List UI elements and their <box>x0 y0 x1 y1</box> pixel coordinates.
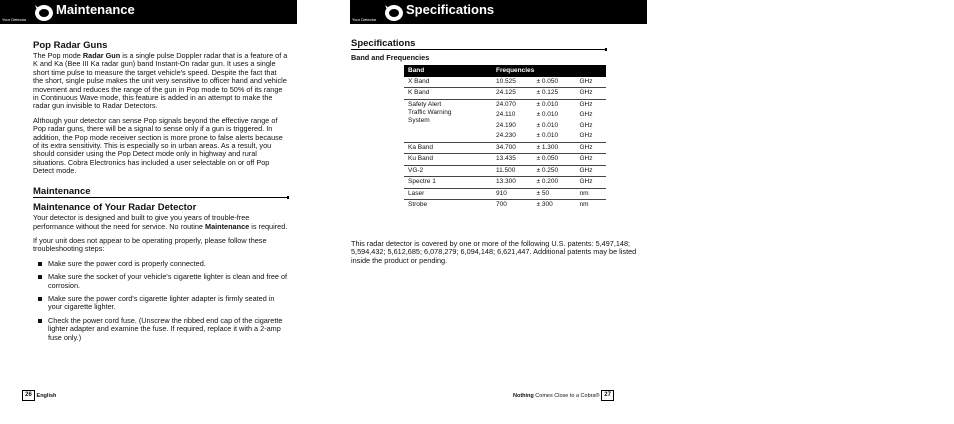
unit-cell: GHz <box>579 132 593 140</box>
page-title: Maintenance <box>56 2 135 17</box>
right-page-content <box>351 40 606 211</box>
frequency-cell: 13.435 <box>492 154 532 166</box>
band-cell: VG-2 <box>404 165 492 177</box>
table-row <box>404 165 606 177</box>
left-page-content <box>33 40 288 347</box>
right-footer <box>513 390 614 401</box>
column-header-band: Band <box>404 65 492 77</box>
unit-cell: GHz <box>576 177 607 189</box>
unit-cell: GHz <box>576 165 607 177</box>
frequency-cell: 700 <box>492 200 532 211</box>
band-cell: Strobe <box>404 200 492 211</box>
unit-cell: GHz <box>579 111 593 119</box>
tolerance-cell: ± 50 <box>532 188 575 200</box>
patents-notice: This radar detector is covered by one or more of the following U.S. patents: 5,497,148; 5,594,432; 5,612,685; 6,078,279; 6,094,148; 6,621,447. Additional patents may be listed inside the product or pending. <box>351 239 637 265</box>
footer-language: English <box>36 392 57 399</box>
bullet-icon <box>38 319 42 323</box>
table-row <box>404 99 606 110</box>
footer-tagline-bold: Nothing <box>513 392 534 399</box>
band-cell: X Band <box>408 77 430 85</box>
table-row <box>404 142 606 154</box>
frequency-cell: 13.300 <box>492 177 532 189</box>
frequency-cell: 24.125 <box>492 88 532 100</box>
unit-cell: GHz <box>579 77 593 85</box>
maintenance-section-title: Maintenance <box>33 188 288 198</box>
right-page-header <box>350 0 647 24</box>
unit-cell: GHz <box>576 142 607 154</box>
maintenance-paragraph-2: If your unit does not appear to be operating properly, please follow these troubleshooting steps: <box>33 235 267 254</box>
tolerance-cell: ± 0.010 <box>536 111 559 119</box>
maintenance-heading: Maintenance of Your Radar Detector <box>33 202 197 214</box>
footer-tagline: Comes Close to a Cobra® <box>533 392 600 399</box>
logo-caption: Your Detector <box>352 17 377 22</box>
table-row <box>404 177 606 189</box>
tolerance-cell: ± 0.200 <box>532 177 575 189</box>
frequency-cell: 24.190 <box>496 121 516 129</box>
band-cell: Safety Alert Traffic Warning System <box>404 99 492 142</box>
tolerance-cell: ± 0.125 <box>532 88 575 100</box>
unit-cell: nm <box>576 200 607 211</box>
left-page-header <box>0 0 297 24</box>
pop-radar-paragraph-1: The Pop mode Radar Gun is a single pulse Doppler radar that is a feature of a K and Ka (Bee III Ka radar gun) band Instant-On radar gun. It uses a single short time pulse to measure the target vehicle's speed. Despite the fact that the short, single pulse makes the unit very sensitive to officer hand and vehicle movement and reduces the range of the gun in Pop mode to 50% of its range in Continuous Wave mode, this feature is added in an attempt to make the radar gun invisible to Radar Detectors. <box>33 51 288 111</box>
band-cell: Spectre 1 <box>404 177 492 189</box>
frequency-cell: 910 <box>492 188 532 200</box>
list-item: Check the power cord fuse. (Unscrew the ribbed end cap of the cigarette lighter adapter and examine the fuse. If required, replace it with a 2-amp fuse only.) <box>33 317 288 342</box>
detector-logo-icon <box>381 1 405 23</box>
detector-logo-icon <box>31 1 55 23</box>
tolerance-cell: ± 0.050 <box>532 154 575 166</box>
specifications-section-title: Specifications <box>351 40 606 50</box>
pop-radar-paragraph-2: Although your detector can sense Pop signals beyond the effective range of Pop radar guns, there will be a signal to sense only if a gun is triggered. In addition, the Pop mode receiver section is more prone to false alerts because of its extra sensitivity. This is especially so in urban areas. As a result, you should consider using the Pop Detect mode only in highway and rural situations. Cobra Electronics has included a user selectable on or off Pop Detect mode. <box>33 115 283 176</box>
frequency-cell: 24.070 <box>492 99 532 110</box>
frequency-cell: 10.525 <box>496 77 516 85</box>
unit-cell: nm <box>576 188 607 200</box>
frequency-cell: 34.700 <box>492 142 532 154</box>
table-row <box>404 200 606 211</box>
frequency-cell: 24.230 <box>496 132 516 140</box>
tolerance-cell: ± 0.250 <box>532 165 575 177</box>
column-header-frequencies: Frequencies <box>492 65 606 77</box>
tolerance-cell: ± 0.050 <box>536 77 559 85</box>
left-footer <box>22 390 56 401</box>
list-item: Make sure the power cord's cigarette lighter adapter is firmly seated in your cigarette lighter. <box>33 295 288 312</box>
bullet-icon <box>38 297 42 301</box>
tolerance-cell: ± 0.010 <box>532 99 575 110</box>
page-number: 26 <box>22 390 35 401</box>
table-row <box>404 77 606 88</box>
frequency-cell: 24.110 <box>496 111 516 119</box>
bullet-icon <box>38 275 42 279</box>
table-row <box>404 154 606 166</box>
page-title: Specifications <box>406 2 495 17</box>
frequency-cell: 11.500 <box>492 165 532 177</box>
troubleshooting-list <box>33 260 288 342</box>
logo-caption: Your Detector <box>2 17 27 22</box>
band-cell: Ka Band <box>404 142 492 154</box>
table-row <box>404 188 606 200</box>
unit-cell: GHz <box>579 121 593 129</box>
band-cell: K Band <box>404 88 492 100</box>
unit-cell: GHz <box>576 99 607 110</box>
band-frequencies-subhead: Band and Frequencies <box>351 53 430 63</box>
tolerance-cell: ± 0.010 <box>536 132 559 140</box>
bullet-icon <box>38 262 42 266</box>
frequency-table <box>404 65 606 211</box>
pop-radar-heading: Pop Radar Guns <box>33 40 108 51</box>
table-row <box>404 88 606 100</box>
unit-cell: GHz <box>576 88 607 100</box>
list-item: Make sure the power cord is properly connected. <box>33 260 288 268</box>
list-item: Make sure the socket of your vehicle's cigarette lighter is clean and free of corrosion. <box>33 273 288 290</box>
tolerance-cell: ± 0.010 <box>536 121 559 129</box>
maintenance-paragraph-1: Your detector is designed and built to give you years of trouble-free performance without the need for service. No routine Maintenance is required. <box>33 213 288 231</box>
band-cell: Laser <box>404 188 492 200</box>
band-cell: Ku Band <box>404 154 492 166</box>
tolerance-cell: ± 1.300 <box>532 142 575 154</box>
tolerance-cell: ± 300 <box>532 200 575 211</box>
unit-cell: GHz <box>576 154 607 166</box>
page-number: 27 <box>601 390 614 401</box>
